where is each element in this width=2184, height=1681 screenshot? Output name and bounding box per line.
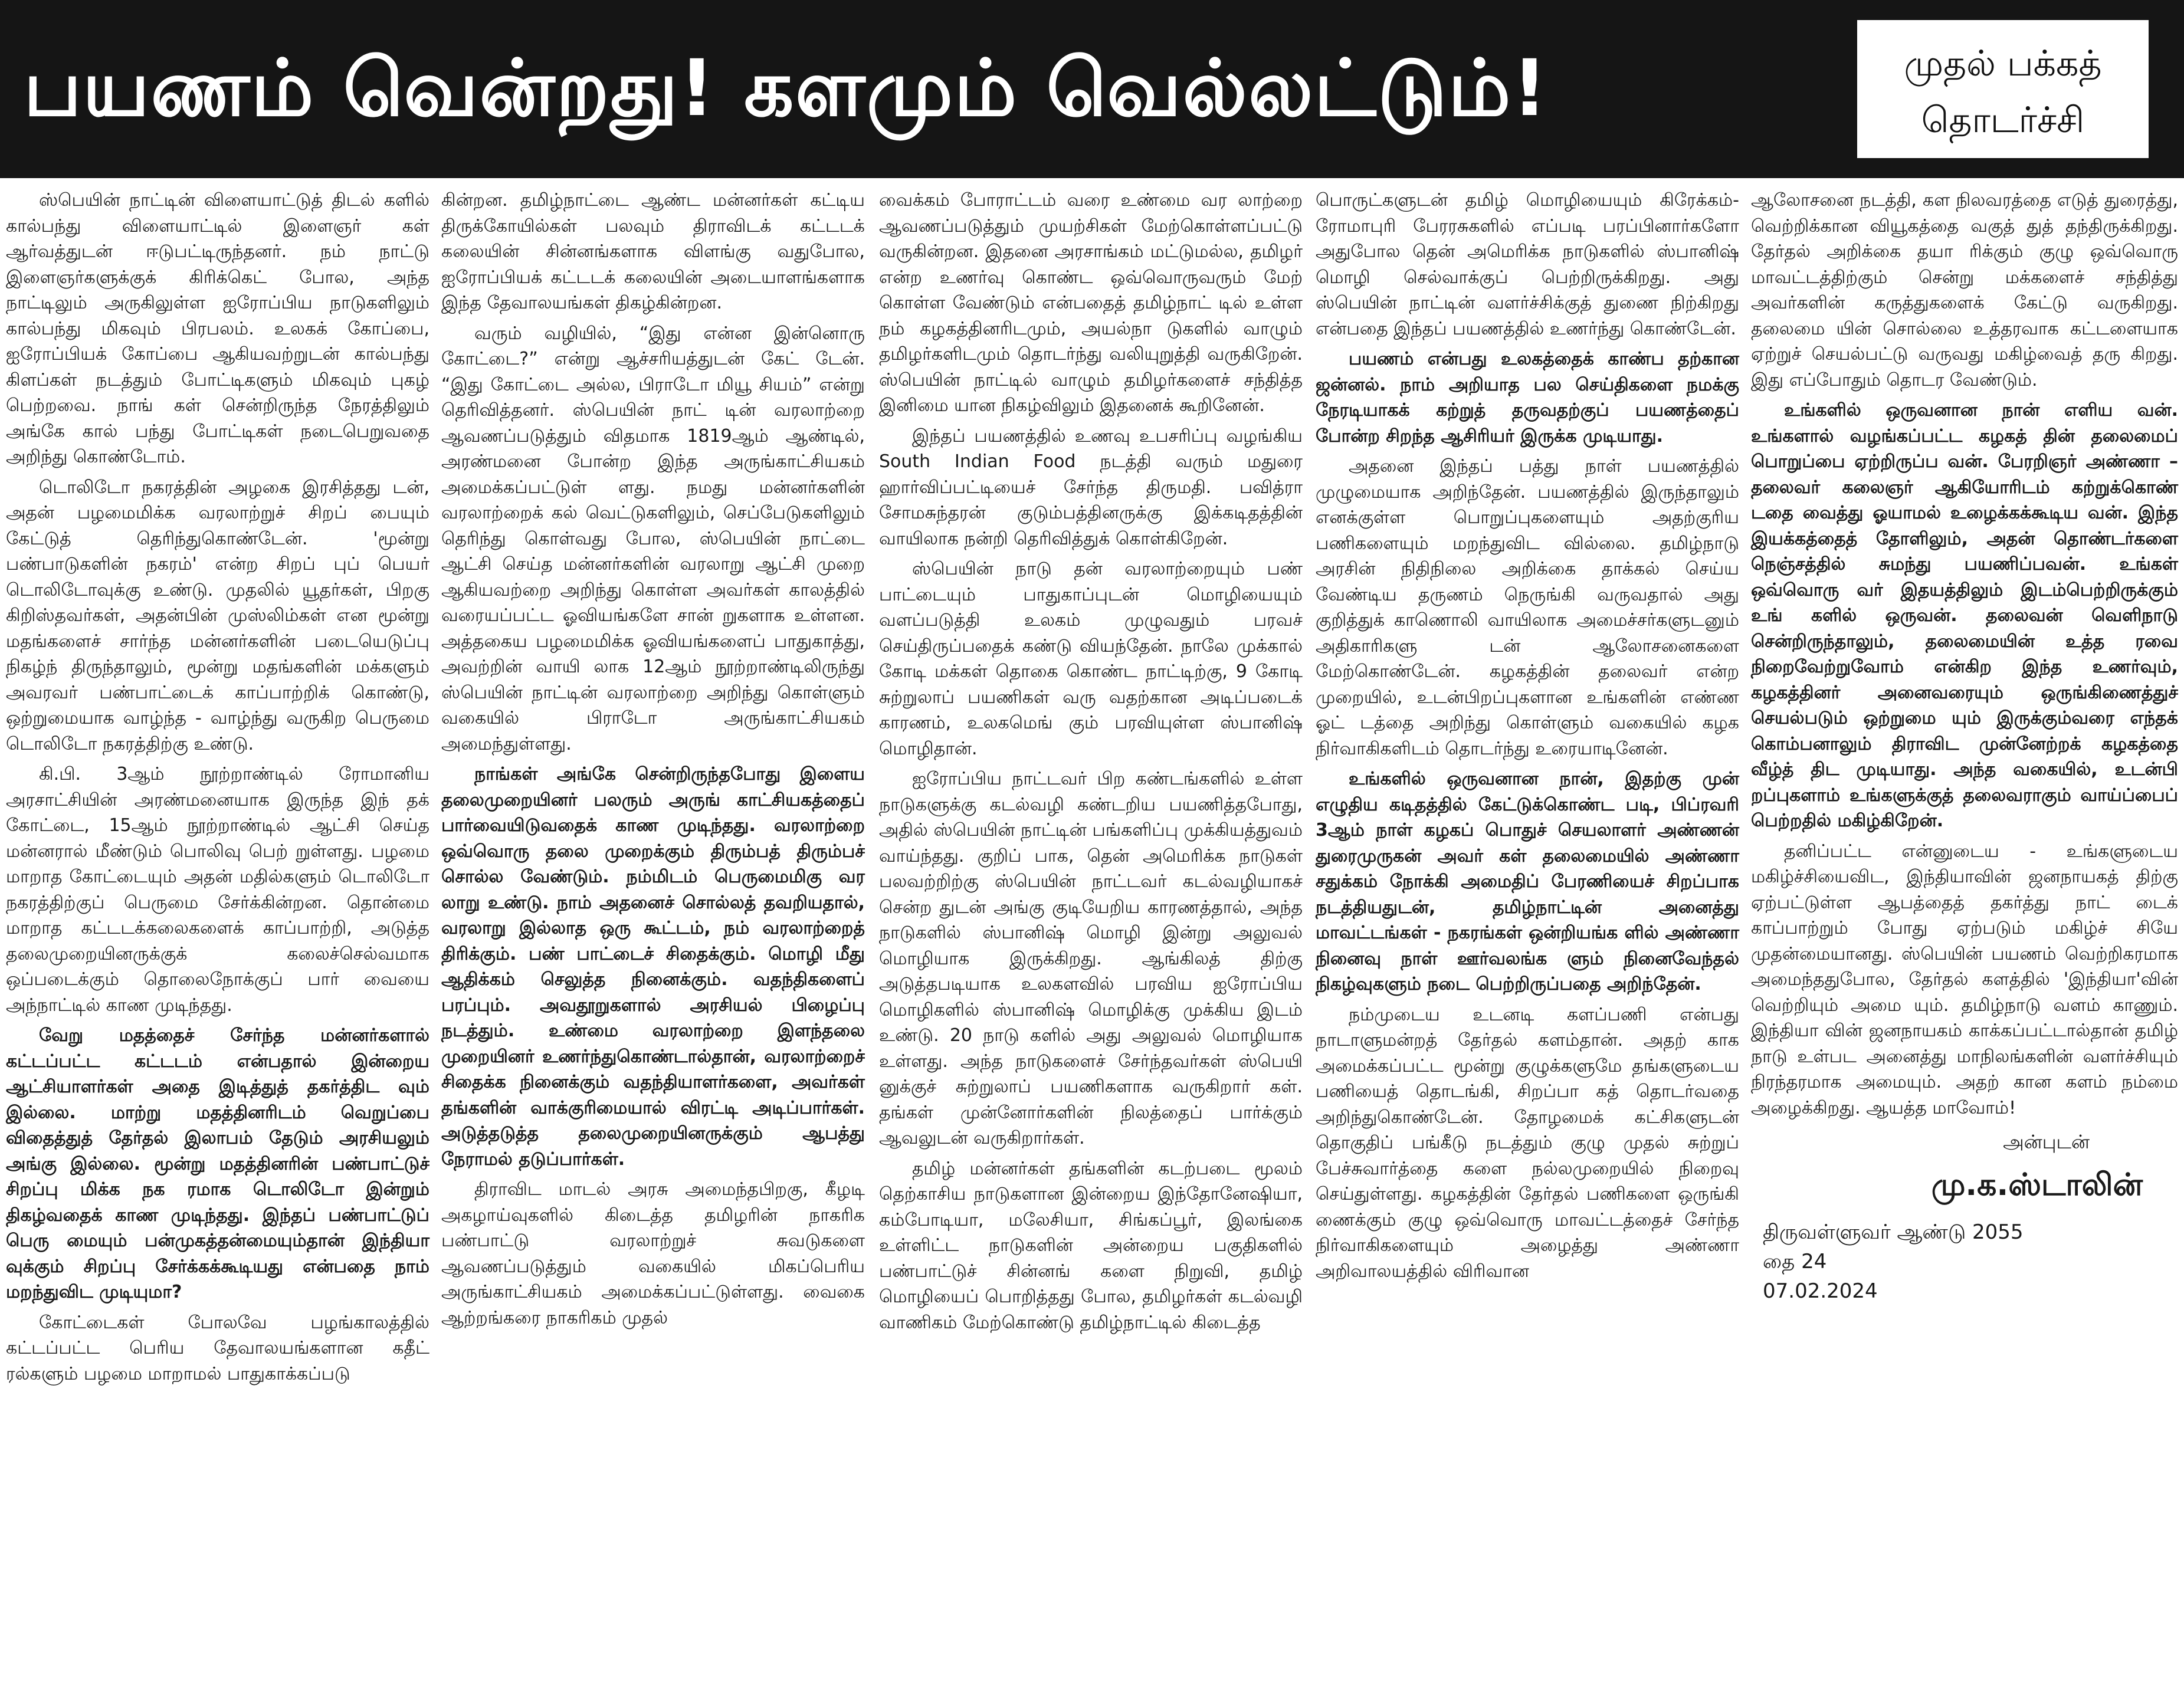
- paragraph-bold: வேறு மதத்தைச் சேர்ந்த மன்னர்களால் கட்டப்பட்ட கட்டடம் என்பதால் இன்றைய ஆட்சியாளர்கள் அதை இடித்துத் தகர்த்திட வும் இல்லை. மாற்று மதத்தினரிடம் வெறுப்பை விதைத்துத் தேர்தல் இலாபம் தேடும் அரசியலும் அங்கு இல்லை. மூன்று மதத்தினரின் பண்பாட்டுச் சிறப்பு மிக்க நக ரமாக டொலிடோ இன்றும் திகழ்வதைக் காண முடிந்தது. இந்தப் பண்பாட்டுப் பெரு மையும் பன்முகத்தன்மையும்தான் இந்தியா வுக்கும் சிறப்பு சேர்க்கக்கூடியது என்பதை நாம் மறந்துவிட முடியுமா?: [6, 1025, 436, 1302]
- paragraph: வைக்கம் போராட்டம் வரை உண்மை வர லாற்றை ஆவணப்படுத்தும் முயற்சிகள் மேற்கொள்ளப்பட்டு வருகின்றன. இதனை அரசாங்கம் மட்டுமல்ல, தமிழர் என்ற உணர்வு கொண்ட ஒவ்வொருவரும் மேற் கொள்ள வேண்டும் என்பதைத் தமிழ்நாட் டில் உள்ள நம் கழகத்தினரிடமும், அயல்நா டுகளில் வாழும் தமிழர்களிடமும் தொடர்ந்து வலியுறுத்தி வருகிறேன். ஸ்பெயின் நாட்டில் வாழும் தமிழர்களைச் சந்தித்த இனிமை யான நிகழ்விலும் இதனைக் கூறினேன்.: [879, 190, 1309, 416]
- article-column-2: [441, 188, 871, 1677]
- paragraph: கி.பி. 3ஆம் நூற்றாண்டில் ரோமானிய அரசாட்சியின் அரண்மனையாக இருந்த இந் தக் கோட்டை, 15ஆம் நூற்றாண்டில் ஆட்சி செய்த மன்னரால் மீண்டும் பொலிவு பெற் றுள்ளது. பழமை மாறாத கோட்டையும் அதன் மதில்களும் டொலிடோ நகரத்திற்குப் பெருமை சேர்க்கின்றன. தொன்மை மாறாத கட்டடக்கலைகளைக் காப்பாற்றி, அடுத்த தலைமுறையினருக்குக் கலைச்செல்வமாக ஒப்படைக்கும் தொலைநோக்குப் பார் வையை அந்நாட்டில் காண முடிந்தது.: [6, 764, 435, 1016]
- paragraph: ஐரோப்பிய நாட்டவர் பிற கண்டங்களில் உள்ள நாடுகளுக்கு கடல்வழி கண்டறிய பயணித்தபோது, அதில் ஸ்பெயின் நாட்டின் பங்களிப்பு முக்கியத்துவம் வாய்ந்தது. குறிப் பாக, தென் அமெரிக்க நாடுகள் பலவற்றிற்கு ஸ்பெயின் நாட்டவர் கடல்வழியாகச் சென்ற துடன் அங்கு குடியேறிய காரணத்தால், அந்த நாடுகளில் ஸ்பானிஷ் மொழி இன்று அலுவல் மொழியாக இருக்கிறது. ஆங்கிலத் திற்கு அடுத்தபடியாக உலகளவில் பரவிய ஐரோப்பிய மொழிகளில் ஸ்பானிஷ் மொழிக்கு முக்கிய இடம் உண்டு. 20 நாடு களில் அது அலுவல் மொழியாக உள்ளது. அந்த நாடுகளைச் சேர்ந்தவர்கள் ஸ்பெயி னுக்குச் சுற்றுலாப் பயணிகளாக வருகிறார் கள். தங்கள் முன்னோர்களின் நிலத்தைப் பார்க்கும் ஆவலுடன் வருகிறார்கள்.: [879, 769, 1309, 1148]
- paragraph: ஆலோசனை நடத்தி, கள நிலவரத்தை எடுத் துரைத்து, வெற்றிக்கான வியூகத்தை வகுத் துத் தந்திருக்கிறது. தேர்தல் அறிக்கை தயா ரிக்கும் குழு ஒவ்வொரு மாவட்டத்திற்கும் சென்று மக்களைச் சந்தித்து அவர்களின் கருத்துகளைக் கேட்டு வருகிறது. தலைமை யின் சொல்லை உத்தரவாக கட்டளையாக ஏற்றுச் செயல்பட்டு வருவது மகிழ்வைத் தரு கிறது. இது எப்போதும் தொடர வேண்டும்.: [1751, 190, 2184, 390]
- paragraph: தமிழ் மன்னர்கள் தங்களின் கடற்படை மூலம் தெற்காசிய நாடுகளான இன்றைய இந்தோனேஷியா, கம்போடியா, மலேசியா, சிங்கப்பூர், இலங்கை உள்ளிட்ட நாடுகளின் அன்றைய பகுதிகளில் பண்பாட்டுச் சின்னங் களை நிறுவி, தமிழ் மொழியைப் பொறித்தது போல, தமிழர்கள் கடல்வழி வாணிகம் மேற்கொண்டு தமிழ்நாட்டில் கிடைத்த: [879, 1158, 1309, 1333]
- continued-from-front-page-box: [1857, 20, 2149, 158]
- paragraph: தனிப்பட்ட என்னுடைய - உங்களுடைய மகிழ்ச்சியைவிட, இந்தியாவின் ஜனநாயகத் திற்கு ஏற்பட்டுள்ள ஆபத்தைத் தகர்த்து நாட் டைக் காப்பாற்றும் போது ஏற்படும் மகிழ்ச் சியே முதன்மையானது. ஸ்பெயின் பயணம் வெற்றிகரமாக அமைந்ததுபோல, தேர்தல் களத்தில் 'இந்தியா'வின் வெற்றியும் அமை யும். தமிழ்நாடு வளம் காணும். இந்தியா வின் ஜனநாயகம் காக்கப்பட்டால்தான் தமிழ் நாடு உள்பட அனைத்து மாநிலங்களின் வளர்ச்சியும் நிரந்தரமாக அமையும். அதற் கான களம் நம்மை அழைக்கிறது. ஆயத்த மாவோம்!: [1751, 840, 2184, 1118]
- paragraph: இந்தப் பயணத்தில் உணவு உபசரிப்பு வழங்கிய South Indian Food நடத்தி வரும் மதுரை ஹார்விப்பட்டியைச் சேர்ந்த திருமதி. பவித்ரா சோமசுந்தரன் குடும்பத்தினருக்கு இக்கடிதத்தின் வாயிலாக நன்றி தெரிவித்துக் கொள்கிறேன்.: [879, 425, 1309, 549]
- paragraph: கின்றன. தமிழ்நாட்டை ஆண்ட மன்னர்கள் கட்டிய திருக்கோயில்கள் பலவும் திராவிடக் கட்டடக் கலையின் சின்னங்களாக விளங்கு வதுபோல, ஐரோப்பியக் கட்டடக் கலையின் அடையாளங்களாக இந்த தேவாலயங்கள் திகழ்கின்றன.: [441, 190, 871, 313]
- dateline-tamil-year: திருவள்ளுவர் ஆண்டு 2055: [1763, 1220, 2024, 1244]
- paragraph-bold: உங்களில் ஒருவனான நான், இதற்கு முன் எழுதிய கடிதத்தில் கேட்டுக்கொண்ட படி, பிப்ரவரி 3ஆம் நாள் கழகப் பொதுச் செயலாளர் அண்ணன் துரைமுருகன் அவர் கள் தலைமையில் அண்ணா சதுக்கம் நோக்கி அமைதிப் பேரணியைச் சிறப்பாக நடத்தியதுடன், தமிழ்நாட்டின் அனைத்து மாவட்டங்கள் - நகரங்கள் ஒன்றியங்க ளில் அண்ணா நினைவு நாள் ஊர்வலங்க ளும் நினைவேந்தல் நிகழ்வுகளும் நடை பெற்றிருப்பதை அறிந்தேன்.: [1316, 769, 1746, 994]
- paragraph: வரும் வழியில், “இது என்ன இன்னொரு கோட்டை?” என்று ஆச்சரியத்துடன் கேட் டேன். “இது கோட்டை அல்ல, பிராடோ மியூ சியம்” என்று தெரிவித்தனர். ஸ்பெயின் நாட் டின் வரலாற்றை ஆவணப்படுத்தும் விதமாக 1819ஆம் ஆண்டில், அரண்மனை போன்ற இந்த அருங்காட்சியகம் அமைக்கப்பட்டுள் ளது. நமது மன்னர்களின் வரலாற்றைக் கல் வெட்டுகளிலும், செப்பேடுகளிலும் தெரிந்து கொள்வது போல, ஸ்பெயின் நாட்டை ஆட்சி செய்த மன்னர்களின் வரலாறு ஆட்சி முறை ஆகியவற்றை அறிந்து கொள்ள அவர்கள் காலத்தில் வரையப்பட்ட ஓவியங்களே சான் றுகளாக உள்ளன. அத்தகைய பழமைமிக்க ஓவியங்களைப் பாதுகாத்து, அவற்றின் வாயி லாக 12ஆம் நூற்றாண்டிலிருந்து ஸ்பெயின் நாட்டின் வரலாற்றை அறிந்து கொள்ளும் வகையில் பிராடோ அருங்காட்சியகம் அமைந்துள்ளது.: [441, 323, 871, 754]
- continued-label-line-2: தொடர்ச்சி: [1921, 100, 2085, 141]
- author-signature: மு.க.ஸ்டாலின்: [1931, 1167, 2143, 1203]
- paragraph: கோட்டைகள் போலவே பழங்காலத்தில் கட்டப்பட்ட பெரிய தேவாலயங்களான கதீட் ரல்களும் பழமை மாறாமல் பாதுகாக்கப்படு: [6, 1312, 435, 1384]
- dateline: [1751, 1217, 2178, 1306]
- dateline-tamil-date: தை 24: [1763, 1250, 1827, 1273]
- paragraph: அதனை இந்தப் பத்து நாள் பயணத்தில் முழுமையாக அறிந்தேன். பயணத்தில் இருந்தாலும் எனக்குள்ள பொறுப்புகளையும் அதற்குரிய பணிகளையும் மறந்துவிட வில்லை. தமிழ்நாடு அரசின் நிதிநிலை அறிக்கை தாக்கல் செய்ய வேண்டிய தருணம் நெருங்கி வருவதால் அது குறித்துக் காணொலி வாயிலாக அமைச்சர்களுடனும் அதிகாரிகளு டன் ஆலோசனைகளை மேற்கொண்டேன். கழகத்தின் தலைவர் என்ற முறையில், உடன்பிறப்புகளான உங்களின் எண்ண ஓட் டத்தை அறிந்து கொள்ளும் வகையில் கழக நிர்வாகிகளிடம் தொடர்ந்து உரையாடினேன்.: [1316, 456, 1745, 759]
- paragraph: நம்முடைய உடனடி களப்பணி என்பது நாடாளுமன்றத் தேர்தல் களம்தான். அதற் காக அமைக்கப்பட்ட மூன்று குழுக்களுமே தங்களுடைய பணியைத் தொடங்கி, சிறப்பா கத் தொடர்வதை அறிந்துகொண்டேன். தோழமைக் கட்சிகளுடன் தொகுதிப் பங்கீடு நடத்தும் குழு முதல் சுற்றுப் பேச்சுவார்த்தை களை நல்லமுறையில் நிறைவு செய்துள்ளது. கழகத்தின் தேர்தல் பணிகளை ஒருங்கி ணைக்கும் குழு ஒவ்வொரு மாவட்டத்தைச் சேர்ந்த நிர்வாகிகளையும் அழைத்து அண்ணா அறிவாலயத்தில் விரிவான: [1316, 1004, 1745, 1282]
- article-column-5: [1751, 188, 2184, 1677]
- paragraph: ஸ்பெயின் நாட்டின் விளையாட்டுத் திடல் களில் கால்பந்து விளையாட்டில் இளைஞர் கள் ஆர்வத்துடன் ஈடுபட்டிருந்தனர். நம் நாட்டு இளைஞர்களுக்குக் கிரிக்கெட் போல, அந்த நாட்டிலும் அருகிலுள்ள ஐரோப்பிய நாடுகளிலும் கால்பந்து மிகவும் பிரபலம். உலகக் கோப்பை, ஐரோப்பியக் கோப்பை ஆகியவற்றுடன் கால்பந்து கிளப்கள் நடத்தும் போட்டிகளும் மிகவும் புகழ் பெற்றவை. நாங் கள் சென்றிருந்த நேரத்திலும் அங்கே கால் பந்து போட்டிகள் நடைபெறுவதை அறிந்து கொண்டோம்.: [6, 190, 435, 467]
- dateline-gregorian-date: 07.02.2024: [1763, 1279, 1878, 1303]
- paragraph-bold: உங்களில் ஒருவனான நான் எளிய வன். உங்களால் வழங்கப்பட்ட கழகத் தின் தலைமைப் பொறுப்பை ஏற்றிருப்ப வன். பேரறிஞர் அண்ணா – தலைவர் கலைஞர் ஆகியோரிடம் கற்றுக்கொண் டதை வைத்து ஓயாமல் உழைக்கக்கூடிய வன். இந்த இயக்கத்தைத் தோளிலும், அதன் தொண்டர்களை நெஞ்சத்தில் சுமந்து பயணிப்பவன். உங்கள் ஒவ்வொரு வர் இதயத்திலும் இடம்பெற்றிருக்கும் உங் களில் ஒருவன். தலைவன் வெளிநாடு சென்றிருந்தாலும், தலைமையின் உத்த ரவை நிறைவேற்றுவோம் என்கிற இந்த உணர்வும், கழகத்தினர் அனைவரையும் ஒருங்கிணைத்துச் செயல்படும் ஒற்றுமை யும் இருக்கும்வரை எந்தக் கொம்பனாலும் திராவிட முன்னேற்றக் கழகத்தை வீழ்த் திட முடியாது. அந்த வகையில், உடன்பி றப்புகளாம் உங்களுக்குத் தலைவராகும் வாய்ப்பைப் பெற்றதில் மகிழ்கிறேன்.: [1751, 400, 2184, 831]
- continued-label-line-1: முதல் பக்கத்: [1904, 43, 2102, 84]
- headline-banner: [0, 0, 2184, 178]
- paragraph-bold: நாங்கள் அங்கே சென்றிருந்தபோது இளைய தலைமுறையினர் பலரும் அருங் காட்சியகத்தைப் பார்வையிடுவதைக் காண முடிந்தது. வரலாற்றை ஒவ்வொரு தலை முறைக்கும் திரும்பத் திரும்பச் சொல்ல வேண்டும். நம்மிடம் பெருமைமிகு வர லாறு உண்டு. நாம் அதனைச் சொல்லத் தவறியதால், வரலாறு இல்லாத ஒரு கூட்டம், நம் வரலாற்றைத் திரிக்கும். பண் பாட்டைச் சிதைக்கும். மொழி மீது ஆதிக்கம் செலுத்த நினைக்கும். வதந்திகளைப் பரப்பும். அவதூறுகளால் அரசியல் பிழைப்பு நடத்தும். உண்மை வரலாற்றை இளந்தலை முறையினர் உணர்ந்துகொண்டால்தான், வரலாற்றைச் சிதைக்க நினைக்கும் வதந்தியாளர்களை, அவர்கள் தங்களின் வாக்குரிமையால் விரட்டி அடிப்பார்கள். அடுத்தடுத்த தலைமுறையினருக்கும் ஆபத்து நேராமல் தடுப்பார்கள்.: [441, 764, 871, 1170]
- signoff: அன்புடன்: [2003, 1131, 2090, 1153]
- paragraph: ஸ்பெயின் நாடு தன் வரலாற்றையும் பண் பாட்டையும் பாதுகாப்புடன் மொழியையும் வளப்படுத்தி உலகம் முழுவதும் பரவச் செய்திருப்பதைக் கண்டு வியந்தேன். நாலே முக்கால் கோடி மக்கள் தொகை கொண்ட நாட்டிற்கு, 9 கோடி சுற்றுலாப் பயணிகள் வரு வதற்கான அடிப்படைக் காரணம், உலகமெங் கும் பரவியுள்ள ஸ்பானிஷ் மொழிதான்.: [879, 559, 1309, 759]
- headline: பயணம் வென்றது! களமும் வெல்லட்டும்!: [24, 43, 1549, 134]
- paragraph-bold: பயணம் என்பது உலகத்தைக் காண்ப தற்கான ஜன்னல். நாம் அறியாத பல செய்திகளை நமக்கு நேரடியாகக் கற்றுத் தருவதற்குப் பயணத்தைப் போன்ற சிறந்த ஆசிரியர் இருக்க முடியாது.: [1316, 349, 1746, 446]
- paragraph: பொருட்களுடன் தமிழ் மொழியையும் கிரேக்கம்-ரோமாபுரி பேரரசுகளில் எப்படி பரப்பினார்களோ அதுபோல தென் அமெரிக்க நாடுகளில் ஸ்பானிஷ் மொழி செல்வாக்குப் பெற்றிருக்கிறது. அது ஸ்பெயின் நாட்டின் வளர்ச்சிக்குத் துணை நிற்கிறது என்பதை இந்தப் பயணத்தில் உணர்ந்து கொண்டேன்.: [1316, 190, 1745, 339]
- paragraph: டொலிடோ நகரத்தின் அழகை இரசித்தது டன், அதன் பழமைமிக்க வரலாற்றுச் சிறப் பையும் கேட்டுத் தெரிந்துகொண்டேன். 'மூன்று பண்பாடுகளின் நகரம்' என்ற சிறப் புப் பெயர் டொலிடோவுக்கு உண்டு. முதலில் யூதர்கள், பிறகு கிறிஸ்தவர்கள், அதன்பின் முஸ்லிம்கள் என மூன்று மதங்களைச் சார்ந்த மன்னர்களின் படையெடுப்பு நிகழ்ந் திருந்தாலும், மூன்று மதங்களின் மக்களும் அவரவர் பண்பாட்டைக் காப்பாற்றிக் கொண்டு, ஒற்றுமையாக வாழ்ந்த - வாழ்ந்து வருகிற பெருமை டொலிடோ நகரத்திற்கு உண்டு.: [6, 477, 435, 754]
- article-column-1: [6, 188, 436, 1677]
- paragraph: திராவிட மாடல் அரசு அமைந்தபிறகு, கீழடி அகழாய்வுகளில் கிடைத்த தமிழரின் நாகரிக பண்பாட்டு வரலாற்றுச் சுவடுகளை ஆவணப்படுத்தும் வகையில் மிகப்பெரிய அருங்காட்சியகம் அமைக்கப்பட்டுள்ளது. வைகை ஆற்றங்கரை நாகரிகம் முதல்: [441, 1179, 871, 1328]
- article-column-3: [879, 188, 1309, 1677]
- article-column-4: [1316, 188, 1746, 1677]
